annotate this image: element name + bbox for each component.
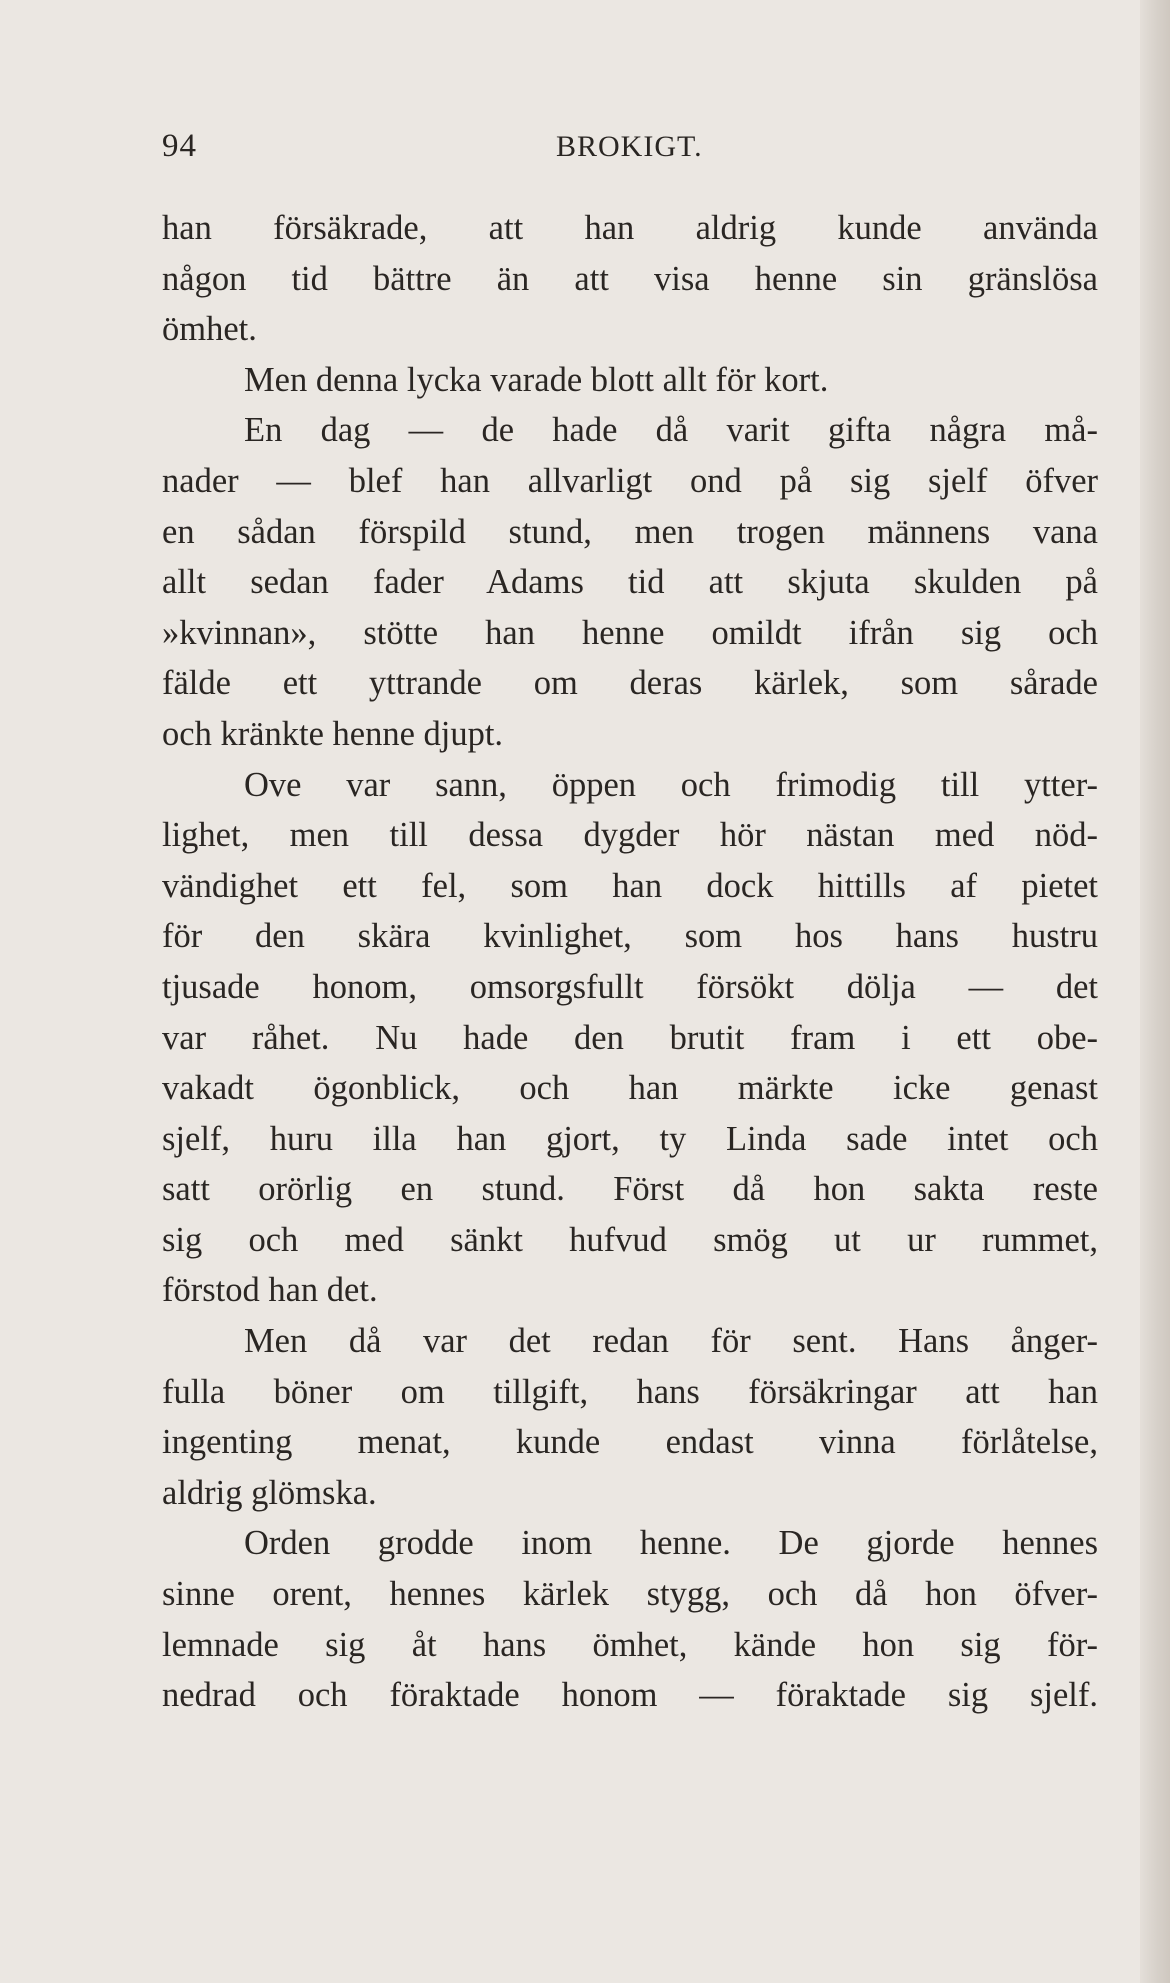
page-number: 94 <box>162 128 197 164</box>
text-line: någon tid bättre än att visa henne sin gränslösa <box>162 259 1098 298</box>
text-line: aldrig glömska. <box>162 1473 377 1512</box>
text-line: nedrad och föraktade honom — föraktade sig sjelf. <box>162 1676 1098 1715</box>
text-line: vändighet ett fel, som han dock hittills af pietet <box>162 866 1098 905</box>
text-line: ingenting menat, kunde endast vinna förlåtelse, <box>162 1423 1098 1462</box>
text-line: förstod han det. <box>162 1271 378 1310</box>
text-line: för den skära kvinlighet, som hos hans hustru <box>162 917 1098 956</box>
text-line: fälde ett yttrande om deras kärlek, som sårade <box>162 664 1098 703</box>
text-line: var råhet. Nu hade den brutit fram i ett obe- <box>162 1018 1098 1057</box>
text-line: »kvinnan», stötte han henne omildt ifrån sig och <box>162 613 1098 652</box>
text-line: vakadt ögonblick, och han märkte icke genast <box>162 1069 1098 1108</box>
text-line: lemnade sig åt hans ömhet, kände hon sig för- <box>162 1625 1098 1664</box>
text-line: En dag — de hade då varit gifta några må- <box>244 411 1098 450</box>
body-text <box>162 203 1098 1721</box>
text-line: Orden grodde inom henne. De gjorde hennes <box>244 1524 1098 1563</box>
page-header <box>162 128 1106 178</box>
text-line: lighet, men till dessa dygder hör nästan med nöd- <box>162 816 1098 855</box>
text-line: fulla böner om tillgift, hans försäkringar att han <box>162 1372 1098 1411</box>
text-line: sinne orent, hennes kärlek stygg, och då hon öfver- <box>162 1575 1098 1614</box>
text-line: och kränkte henne djupt. <box>162 714 504 753</box>
text-line: nader — blef han allvarligt ond på sig sjelf öfver <box>162 461 1098 500</box>
text-line: Men denna lycka varade blott allt för kort. <box>244 360 829 399</box>
text-line: ömhet. <box>162 310 257 349</box>
running-title: BROKIGT. <box>556 130 703 163</box>
text-line: han försäkrade, att han aldrig kunde använda <box>162 209 1098 247</box>
text-line: en sådan förspild stund, men trogen männens vana <box>162 512 1098 551</box>
text-line: allt sedan fader Adams tid att skjuta skulden på <box>162 563 1098 602</box>
text-line: satt orörlig en stund. Först då hon sakta reste <box>162 1170 1098 1209</box>
text-line: sig och med sänkt hufvud smög ut ur rummet, <box>162 1220 1098 1259</box>
text-line: tjusade honom, omsorgsfullt försökt dölja — det <box>162 967 1098 1006</box>
text-line: sjelf, huru illa han gjort, ty Linda sade intet och <box>162 1119 1098 1158</box>
page-edge-shadow <box>1140 0 1170 1983</box>
text-line: Ove var sann, öppen och frimodig till ytter- <box>244 765 1098 804</box>
text-line: Men då var det redan för sent. Hans ånger- <box>244 1322 1098 1361</box>
